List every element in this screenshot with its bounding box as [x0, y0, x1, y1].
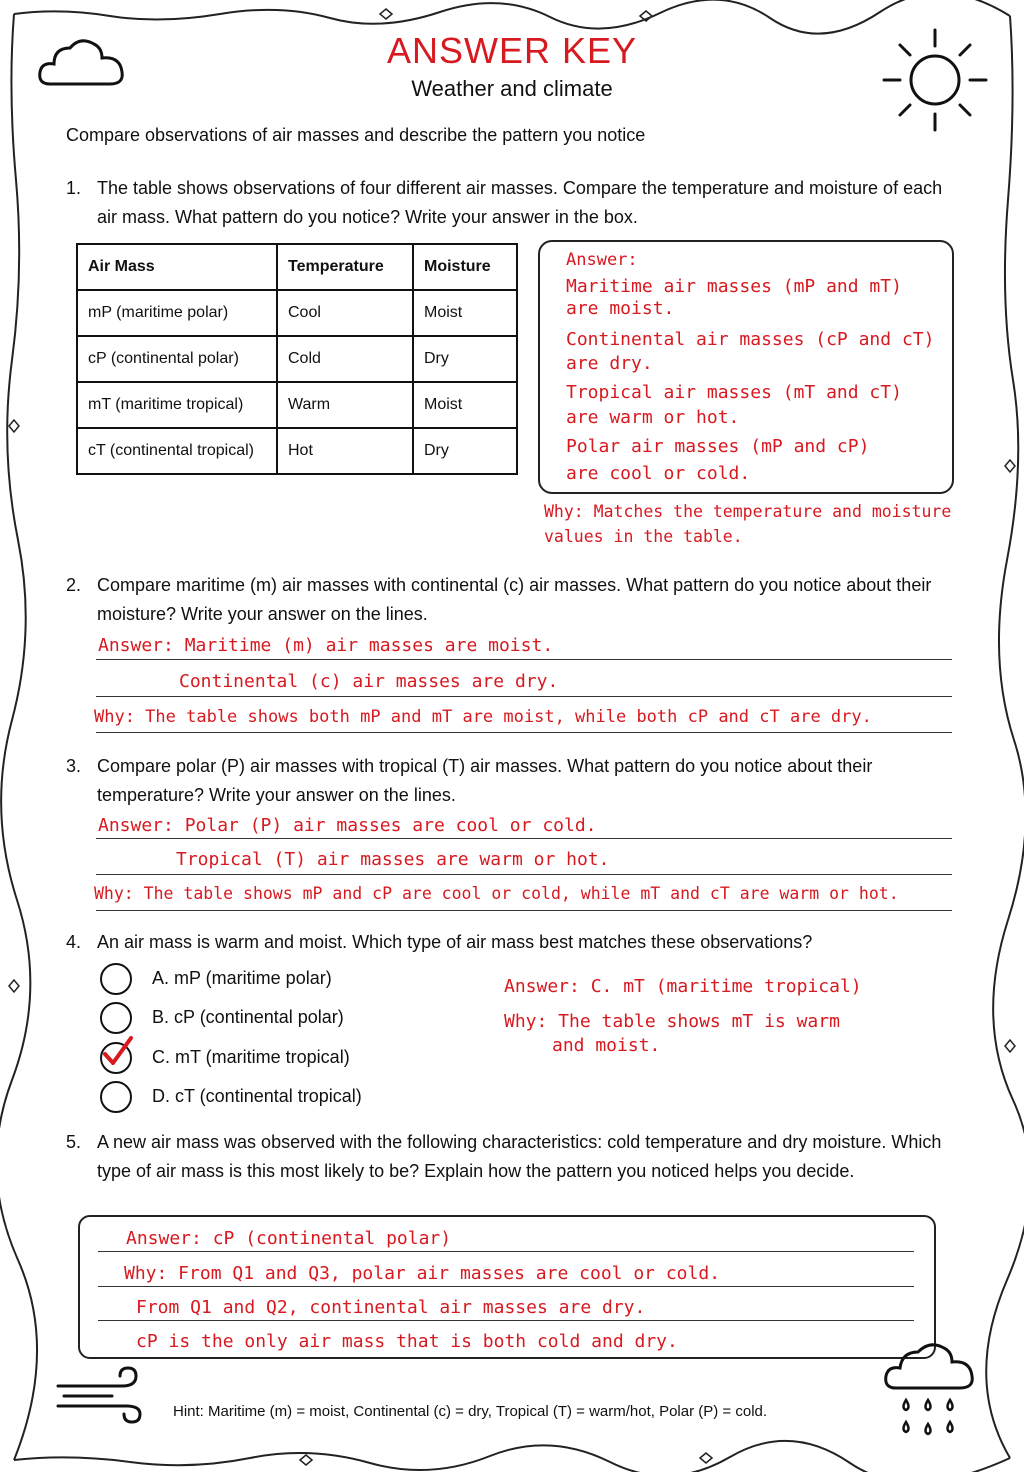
- answer-line: From Q1 and Q2, continental air masses are dry.: [136, 1297, 646, 1318]
- answer-text: Maritime air masses (mP and mT): [566, 276, 902, 297]
- option-a-label: A. mP (maritime polar): [152, 968, 332, 988]
- writing-line: [96, 910, 952, 911]
- table-row: [77, 290, 517, 336]
- answer-line: Answer: C. mT (maritime tropical): [504, 976, 862, 997]
- writing-line: [96, 659, 952, 660]
- answer-line: Why: From Q1 and Q3, polar air masses are cool or cold.: [124, 1263, 721, 1284]
- option-a-radio[interactable]: [100, 963, 132, 995]
- wind-icon: [52, 1364, 148, 1424]
- why-line: and moist.: [552, 1035, 661, 1056]
- question-3: [66, 752, 946, 810]
- answer-line: Continental (c) air masses are dry.: [179, 671, 559, 692]
- option-b-label: B. cP (continental polar): [152, 1007, 344, 1027]
- answer-line: Answer: cP (continental polar): [126, 1228, 452, 1249]
- answer-text: are cool or cold.: [566, 463, 751, 484]
- option-b-radio[interactable]: [100, 1002, 132, 1034]
- rain-cloud-icon: [880, 1338, 980, 1442]
- question-number: 3.: [66, 756, 82, 776]
- writing-line: [96, 874, 952, 875]
- question-5: [66, 1128, 946, 1186]
- page-subtitle: Weather and climate: [411, 76, 613, 101]
- table-header: Air Mass: [77, 244, 277, 290]
- table-row: [77, 428, 517, 474]
- table-header: Temperature: [277, 244, 413, 290]
- table-cell: cT (continental tropical): [77, 428, 277, 474]
- page-title: ANSWER KEY: [386, 30, 638, 71]
- checkmark-icon: [98, 1034, 138, 1070]
- answer-text: Continental air masses (cP and cT): [566, 329, 935, 350]
- question-number: 2.: [66, 575, 82, 595]
- option-d-radio[interactable]: [100, 1081, 132, 1113]
- why-text: [544, 499, 951, 549]
- answer-line: Answer: Maritime (m) air masses are moist.: [98, 635, 554, 656]
- answer-text: are moist.: [566, 298, 675, 319]
- table-row: [77, 382, 517, 428]
- why-line: Why: The table shows mT is warm: [504, 1011, 840, 1032]
- question-number: 4.: [66, 932, 82, 952]
- answer-line: cP is the only air mass that is both cold and dry.: [136, 1331, 678, 1352]
- answer-line: [566, 433, 869, 487]
- table-cell: Hot: [277, 428, 413, 474]
- table-cell: Moist: [413, 382, 517, 428]
- why-line: Why: The table shows mP and cP are cool or cold, while mT and cT are warm or hot.: [94, 884, 899, 903]
- hint-text: Hint: Maritime (m) = moist, Continental (c) = dry, Tropical (T) = warm/hot, Polar (P) = cold.: [173, 1403, 768, 1420]
- option-d-label: D. cT (continental tropical): [152, 1086, 362, 1106]
- air-mass-table: [76, 243, 518, 475]
- table-cell: mP (maritime polar): [77, 290, 277, 336]
- answer-text: are dry.: [566, 353, 653, 374]
- instructions: Compare observations of air masses and describe the pattern you notice: [66, 125, 646, 145]
- table-row: [77, 336, 517, 382]
- question-text: Compare maritime (m) air masses with continental (c) air masses. What pattern do you notice about their moisture? Write your answer on the lines.: [97, 575, 932, 624]
- answer-label: Answer:: [566, 250, 638, 270]
- question-text: Compare polar (P) air masses with tropical (T) air masses. What pattern do you notice about their temperature? Write your answer on the lines.: [97, 756, 873, 805]
- writing-line: [98, 1320, 914, 1321]
- option-c-label: C. mT (maritime tropical): [152, 1047, 350, 1067]
- writing-line: [98, 1251, 914, 1252]
- table-cell: Cool: [277, 290, 413, 336]
- why-line: values in the table.: [544, 527, 743, 546]
- answer-text: Tropical air masses (mT and cT): [566, 382, 902, 403]
- writing-line: [96, 838, 952, 839]
- table-cell: Cold: [277, 336, 413, 382]
- table-header-row: [77, 244, 517, 290]
- table-header: Moisture: [413, 244, 517, 290]
- question-number: 1.: [66, 178, 82, 198]
- question-text: The table shows observations of four different air masses. Compare the temperature and moisture of each air mass. What pattern do you notice? Write your answer in the box.: [97, 178, 943, 227]
- table-cell: mT (maritime tropical): [77, 382, 277, 428]
- question-text: An air mass is warm and moist. Which type of air mass best matches these observations?: [97, 932, 813, 952]
- table-cell: cP (continental polar): [77, 336, 277, 382]
- question-4: [66, 928, 946, 957]
- table-cell: Moist: [413, 290, 517, 336]
- table-cell: Dry: [413, 428, 517, 474]
- why-line: Why: The table shows both mP and mT are moist, while both cP and cT are dry.: [94, 707, 872, 727]
- question-number: 5.: [66, 1132, 82, 1152]
- question-1: [66, 174, 946, 232]
- why-line: Why: Matches the temperature and moisture: [544, 502, 952, 521]
- question-2: [66, 571, 946, 629]
- answer-line: [566, 328, 934, 376]
- writing-line: [96, 696, 952, 697]
- table-cell: Warm: [277, 382, 413, 428]
- answer-text: are warm or hot.: [566, 407, 740, 428]
- question-text: A new air mass was observed with the following characteristics: cold temperature and dry moisture. Which type of air mass is this most likely to be? Explain how the pattern you noticed helps you decide.: [97, 1132, 942, 1181]
- writing-line: [98, 1286, 914, 1287]
- answer-text: Polar air masses (mP and cP): [566, 436, 870, 457]
- answer-line: Answer: Polar (P) air masses are cool or cold.: [98, 815, 597, 836]
- answer-line: [566, 276, 902, 320]
- why-text: [504, 1010, 840, 1058]
- table-cell: Dry: [413, 336, 517, 382]
- writing-line: [96, 732, 952, 733]
- answer-line: [566, 380, 902, 430]
- answer-line: Tropical (T) air masses are warm or hot.: [176, 849, 610, 870]
